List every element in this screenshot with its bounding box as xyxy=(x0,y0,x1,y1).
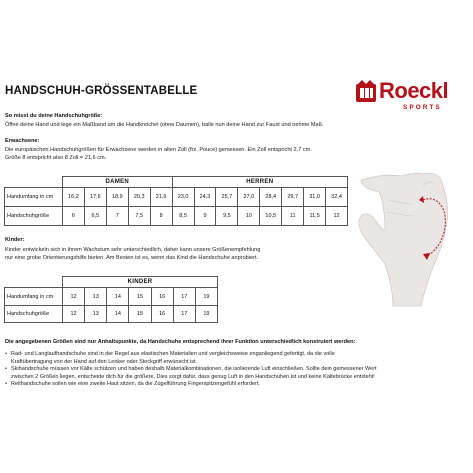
cell: 23,0 xyxy=(172,188,194,207)
row-label: Handschuhgröße xyxy=(5,207,63,226)
cell: 7,5 xyxy=(128,207,150,226)
adults-line2: Größe 8 entspricht also 8 Zoll = 21,6 cm. xyxy=(5,155,107,161)
table-row xyxy=(5,306,218,323)
cell: 19 xyxy=(195,306,217,323)
cell: 17,6 xyxy=(84,188,106,207)
cell: 13 xyxy=(85,288,107,306)
cell: 16,2 xyxy=(63,188,85,207)
cell: 6 xyxy=(63,207,85,226)
group-men: HERREN xyxy=(172,177,347,188)
bullet-line: Reithandschuhe sollen wie eine zweite Haut sitzen, da die Zügelführung Fingerspitzengefühl erfordert. xyxy=(11,381,260,387)
cell: 14 xyxy=(107,288,129,306)
footer-intro: Die angegebenen Größen sind nur Anhaltspunkte, da Handschuhe entsprechend ihrer Funktion unterschiedlich konstruiert werden: xyxy=(5,339,356,345)
cell: 12 xyxy=(63,288,85,306)
cell: 9 xyxy=(194,207,216,226)
bullet-continuation: Kraftübertragung von der Hand auf den Lenker oder Stockgriff erwünscht ist. xyxy=(11,358,198,365)
table-row xyxy=(5,288,218,306)
roeckl-logo xyxy=(355,77,467,119)
kids-line1: Kinder entwickeln sich in ihrem Wachstum sehr unterschiedlich, daher kann unsere Größenempfehlung xyxy=(5,247,261,253)
cell: 11,5 xyxy=(304,207,326,226)
cell: 9,5 xyxy=(216,207,238,226)
roeckl-crown-icon xyxy=(355,79,379,105)
bullet-item xyxy=(5,351,377,359)
row-label: Handumfang in cm xyxy=(5,188,63,207)
cell: 11 xyxy=(282,207,304,226)
page-title: HANDSCHUH-GRÖSSENTABELLE xyxy=(5,85,198,97)
row-label: Handumfang in cm xyxy=(5,288,63,306)
cell: 25,7 xyxy=(216,188,238,207)
table-row xyxy=(5,188,348,207)
cell: 8 xyxy=(150,207,172,226)
kids-heading: Kinder: xyxy=(5,237,25,243)
cell: 6,5 xyxy=(84,207,106,226)
bullet-item xyxy=(5,366,377,374)
cell: 27,0 xyxy=(238,188,260,207)
group-kids: KINDER xyxy=(63,277,218,288)
cell: 10,5 xyxy=(260,207,282,226)
cell: 14 xyxy=(107,306,129,323)
adults-heading: Erwachsene: xyxy=(5,138,40,144)
cell: 31,0 xyxy=(304,188,326,207)
bullet-item xyxy=(5,381,377,389)
footer-bullet-list xyxy=(5,351,377,389)
cell: 17 xyxy=(173,288,195,306)
logo-brand: Roeckl xyxy=(379,78,449,103)
cell: 20,3 xyxy=(128,188,150,207)
kids-line2: nur eine grobe Orientierungshilfe bieten. Am Besten ist es, wenn das Kind die Handschuhe anprobiert. xyxy=(5,255,259,261)
adult-size-table xyxy=(4,176,348,226)
measure-heading: So misst du deine Handschuhgröße: xyxy=(5,113,103,119)
cell: 29,7 xyxy=(282,188,304,207)
cell: 8,5 xyxy=(172,207,194,226)
cell: 16 xyxy=(151,306,173,323)
cell: 7 xyxy=(106,207,128,226)
logo-sub: SPORTS xyxy=(403,104,442,111)
cell: 12 xyxy=(326,207,348,226)
cell: 21,6 xyxy=(150,188,172,207)
cell: 19 xyxy=(195,288,217,306)
cell: 16 xyxy=(151,288,173,306)
bullet-continuation: zwischen 2 Größen liegen, entscheide dich für die größere. Dies sorgt dafür, dass genug Luft in den Handschuhen ist und keine Kältebrücke entsteht! xyxy=(11,373,375,380)
table-row xyxy=(5,207,348,226)
cell: 17 xyxy=(173,306,195,323)
cell: 28,4 xyxy=(260,188,282,207)
measure-text: Öffne deine Hand und lege ein Maßband um die Handknöchel (ohne Daumen), balle nun deine Hand zur Faust und nehme Maß. xyxy=(5,122,324,128)
bullet-line: Rad- und Langlaufhandschuhe sind in der Regel aus elastischen Materialien und vergleichsweise enganliegend gefertigt, da die volle xyxy=(11,351,335,357)
cell: 15 xyxy=(129,306,151,323)
adults-line1: Die europäischen Handschuhgrößen für Erwachsene werden in alten Zoll (frz. Pouce) gemessen. Ein Zoll entspricht 2,7 cm. xyxy=(5,147,312,153)
row-label: Handschuhgröße xyxy=(5,306,63,323)
hand-measurement-illustration xyxy=(353,160,469,310)
cell: 18,9 xyxy=(106,188,128,207)
cell: 10 xyxy=(238,207,260,226)
kids-size-table xyxy=(4,276,218,323)
cell: 15 xyxy=(129,288,151,306)
group-women: DAMEN xyxy=(63,177,173,188)
cell: 12 xyxy=(63,306,85,323)
cell: 24,3 xyxy=(194,188,216,207)
bullet-line: Skihandschuhe müssen vor Kälte schützen und haben deshalb Materialkombinationen, die isolierende Luft einschließen. Sollte dein gemessener Wert xyxy=(11,366,377,372)
cell: 13 xyxy=(85,306,107,323)
cell: 32,4 xyxy=(326,188,348,207)
